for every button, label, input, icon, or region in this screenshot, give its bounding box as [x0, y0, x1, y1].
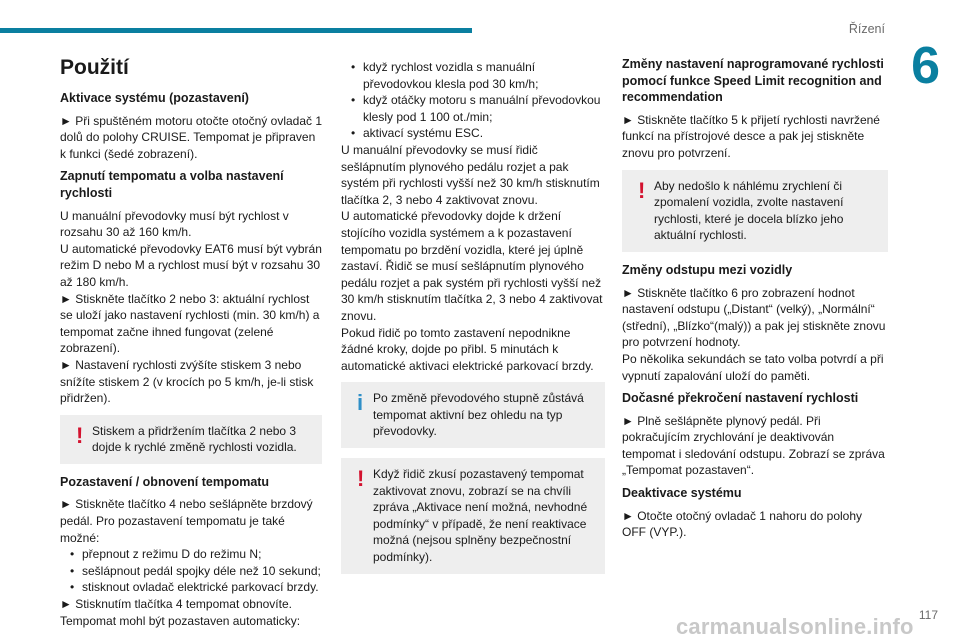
heading-distance: Změny odstupu mezi vozidly — [622, 262, 793, 277]
deactivate-text: ► Otočte otočný ovladač 1 nahoru do polohy OFF (VYP.). — [622, 508, 863, 540]
pause-text-3: Tempomat mohl být pozastaven automaticky: — [60, 613, 301, 628]
list-item: • sešlápnout pedál spojky déle než 10 sekund; — [60, 563, 322, 580]
heading-override: Dočasné překročení nastavení rychlosti — [622, 391, 859, 406]
exclamation-icon: ! — [357, 466, 365, 492]
heading-speed-limit: Změny nastavení naprogramované rychlosti pomocí funkce Speed Limit recognition and recommendation — [622, 57, 884, 105]
column-3 — [622, 50, 888, 541]
watermark: carmanualsonline.info — [676, 614, 914, 639]
automatic-gearbox-text: U automatické převodovky dojde k držení stojícího vozidla systémem a k pozastavení tempomatu po brzdění vozidla, které jej úplně zastaví. Řidič se musí sešlápnutím plynového pedálu rozjet a pak systém při rychlosti vyšší než 30 km/h stisknutím tlačítka 2, 3 nebo 4 zaktivovat znovu. — [341, 209, 603, 323]
activation-text: ► Při spuštěném motoru otočte otočný ovladač 1 dolů do polohy CRUISE. Tempomat je připraven k funkci (šedé zobrazení). — [60, 113, 323, 161]
info-box — [341, 382, 605, 448]
distance-text-1: ► Stiskněte tlačítko 6 pro zobrazení hodnot nastavení odstupu („Distant“ (velký), „Normální“ (střední), „Blízko“(malý)) a pak jej stiskněte znovu pro potvrzení hodnoty. — [622, 285, 886, 350]
column-2 — [341, 59, 605, 584]
section-title: Řízení — [848, 22, 885, 36]
distance-text-2: Po několika sekundách se tato volba potvrdí a při vypnutí zapalování uloží do paměti. — [622, 351, 884, 383]
warning-text-3: Aby nedošlo k náhlému zrychlení či zpomalení vozidla, zvolte nastavení rychlosti, které je docela blízko jeho aktuální rychlosti. — [654, 178, 844, 243]
heading-pause: Pozastavení / obnovení tempomatu — [60, 474, 270, 489]
exclamation-icon: ! — [76, 422, 84, 448]
auto-pause-list — [341, 59, 605, 142]
warning-box-2 — [341, 458, 605, 574]
warning-text-1: Stiskem a přidržením tlačítka 2 nebo 3 dojde k rychlé změně rychlosti vozidla. — [92, 423, 297, 455]
heading-deactivate: Deaktivace systému — [622, 486, 742, 501]
pause-list — [60, 546, 322, 596]
exclamation-icon: ! — [638, 177, 646, 203]
column-1 — [60, 50, 322, 629]
heading-enable: Zapnutí tempomatu a volba nastavení rychlosti — [60, 169, 284, 200]
heading-activation: Aktivace systému (pozastavení) — [60, 91, 249, 105]
warning-box-1 — [60, 415, 322, 464]
page-title: Použití — [60, 56, 129, 79]
info-text: Po změně převodového stupně zůstává tempomat aktivní bez ohledu na typ převodovky. — [373, 391, 584, 439]
enable-text-3: ► Stiskněte tlačítko 2 nebo 3: aktuální rychlost se uloží jako nastavení rychlosti (min. 30 km/h) a tempomat začne ihned fungovat (zelené zobrazení). — [60, 291, 320, 356]
page-number: 117 — [918, 608, 938, 622]
chapter-number: 6 — [911, 37, 940, 95]
enable-text-1: U manuální převodovky musí být rychlost v rozsahu 30 až 160 km/h. — [60, 208, 289, 240]
list-item: • když otáčky motoru s manuální převodovkou klesly pod 1 100 ot./min; — [341, 92, 605, 125]
enable-text-2: U automatické převodovky EAT6 musí být vybrán režim D nebo M a rychlost musí být v rozsahu 30 až 180 km/h. — [60, 241, 322, 289]
speed-limit-text: ► Stiskněte tlačítko 5 k přijetí rychlosti navržené funkcí na přístrojové desce a pak jej stiskněte znovu pro potvrzení. — [622, 112, 880, 160]
list-item: • aktivací systému ESC. — [341, 125, 605, 142]
parking-brake-text: Pokud řidič po tomto zastavení nepodnikne žádné kroky, dojde po přibl. 5 minutách k automatické aktivaci elektrické parkovací brzdy. — [341, 325, 594, 373]
list-item: • když rychlost vozidla s manuální převodovkou klesla pod 30 km/h; — [341, 59, 605, 92]
warning-text-2: Když řidič zkusí pozastavený tempomat zaktivovat znovu, zobrazí se na chvíli zpráva „Aktivace není možná, nevhodné podmínky“ v případě, že není reaktivace možná (nejsou splněny bezpečnostní podmínky). — [373, 467, 588, 565]
pause-text-2: ► Stisknutím tlačítka 4 tempomat obnovíte. — [60, 597, 292, 612]
enable-text-4: ► Nastavení rychlosti zvýšíte stiskem 3 nebo snížíte stiskem 2 (v krocích po 5 km/h, je-li stisk přidržen). — [60, 357, 314, 406]
pause-text-1: ► Stiskněte tlačítko 4 nebo sešlápněte brzdový pedál. Pro pozastavení tempomatu je také možné: — [60, 497, 313, 545]
header-accent-bar — [0, 28, 472, 33]
list-item: • přepnout z režimu D do režimu N; — [60, 546, 322, 563]
info-icon: i — [357, 390, 364, 416]
manual-gearbox-text: U manuální převodovky se musí řidič sešlápnutím plynového pedálu rozjet a pak systém při rychlosti vyšší než 30 km/h stisknutím tlačítka 2, 3 nebo 4 zaktivovat znovu. — [341, 142, 600, 207]
override-text: ► Plně sešlápněte plynový pedál. Při pokračujícím zrychlování je deaktivován tempomat i sledování odstupu. Zobrazí se zpráva „Tempomat pozastaven“. — [622, 413, 885, 478]
warning-box-3 — [622, 170, 888, 252]
list-item: • stisknout ovladač elektrické parkovací brzdy. — [60, 579, 322, 596]
